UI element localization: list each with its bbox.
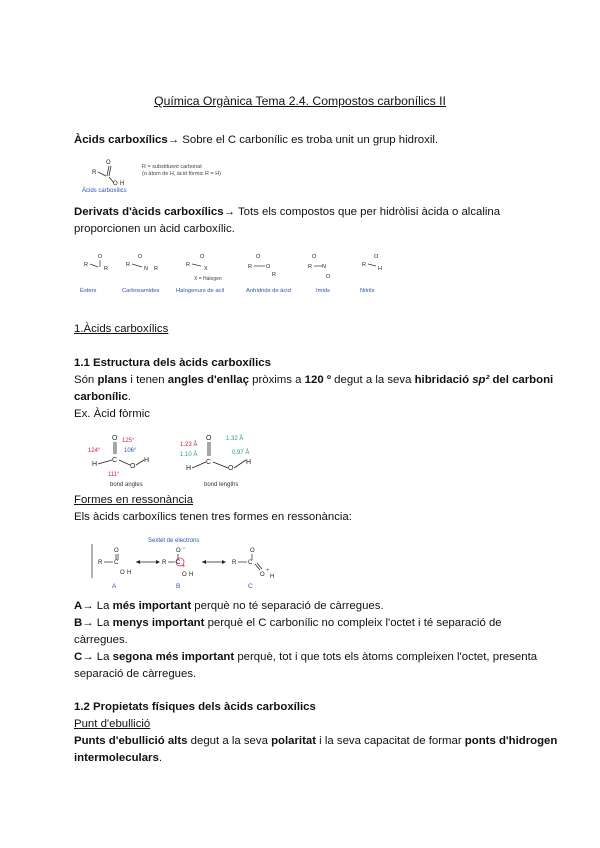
ra-atom-c: C — [114, 560, 119, 566]
rb-plus: + — [182, 564, 186, 570]
derivats-line-1 — [74, 205, 500, 220]
section-1-1-heading — [74, 356, 271, 371]
acid-bond-rc — [98, 172, 106, 176]
formic-c-2: C — [206, 459, 212, 466]
s11-h: hibridació — [414, 374, 470, 386]
resonance-label-b: B — [176, 583, 181, 590]
formic-bond-oh-2 — [234, 460, 246, 468]
angle-125: 125° — [122, 438, 135, 444]
acid-atom-h: H — [120, 181, 125, 187]
formic-o-3: O — [206, 435, 212, 442]
resonance-arrow-1-tail — [136, 560, 140, 564]
imide-atom-o: O — [312, 254, 317, 260]
halide-atom-r: R — [186, 262, 190, 268]
length-123: 1.23 Å — [180, 442, 198, 448]
ra-atom-h: H — [127, 570, 132, 576]
s11-a: Són — [74, 374, 98, 386]
formic-bond-coh — [119, 460, 130, 465]
form-c-letter: C→ — [74, 651, 94, 663]
acid-atom-o: O — [106, 160, 111, 166]
s11-g: degut a la seva — [331, 374, 415, 386]
resonance-arrow-1-head — [156, 560, 160, 564]
boiling-line-2 — [74, 751, 162, 766]
s12-d: polaritat — [271, 735, 317, 747]
s12-period: . — [158, 752, 163, 764]
halide-bond-1 — [192, 264, 201, 266]
section-1-heading: 1.Àcids carboxílics — [74, 323, 169, 335]
caption-esters: Èsters — [80, 288, 97, 294]
s11-f: 120 º — [304, 374, 331, 386]
amide-structure — [126, 254, 158, 272]
rc-atom-r: R — [232, 560, 237, 566]
form-b-text-2: perquè el C carbonílic no compleix l'octet i té separació de — [204, 617, 502, 629]
rb-atom-o: O — [176, 548, 181, 554]
form-b-letter: B→ — [74, 617, 94, 629]
bond-lengths-structure — [180, 435, 251, 488]
form-a-bold: més important — [112, 600, 192, 612]
imide-atom-n: N — [322, 264, 326, 270]
anhydride-atom-o2: O — [266, 264, 271, 270]
acyl-halide-structure — [186, 254, 222, 282]
caption-anhydrides: Anhídrids de àcid — [246, 288, 291, 294]
resonance-arrow-2-head — [222, 560, 226, 564]
boiling-point-heading: Punt d'ebullició — [74, 718, 151, 730]
form-c-text-2: perquè, tot i que tots els àtoms compleixen l'octet, presenta — [234, 651, 538, 663]
nitrile-atom-o: O — [374, 254, 379, 260]
rc-atom-o: O — [250, 548, 255, 554]
formic-o-2: O — [130, 463, 136, 470]
acids-label: Àcids carboxílics→ — [74, 134, 180, 146]
derivats-label: Derivats d'àcids carboxílics→ — [74, 206, 235, 218]
formic-h-4: H — [246, 459, 252, 466]
rc-plus: + — [266, 568, 270, 574]
form-a-letter: A→ — [74, 600, 94, 612]
acid-bond-co2 — [109, 166, 111, 176]
formic-o-4: O — [228, 465, 234, 472]
structure-line-1 — [74, 373, 553, 388]
form-b-line-2: càrregues. — [74, 634, 128, 646]
caption-halides: Halogenurs de acil — [176, 288, 225, 294]
acids-text: Sobre el C carbonílic es troba unit un grup hidroxil. — [179, 134, 439, 146]
anhydride-atom-r2: R — [272, 272, 276, 278]
formic-bond-oh — [136, 460, 144, 465]
ra-atom-oh: O — [120, 570, 125, 576]
acid-atom-oh: O — [113, 181, 118, 187]
nitrile-atom-h: H — [378, 266, 382, 272]
acid-bond-co — [107, 166, 109, 176]
formic-o-1: O — [112, 435, 118, 442]
anhydride-atom-o: O — [256, 254, 261, 260]
formic-bond-hc — [98, 460, 112, 464]
form-c-description — [74, 650, 537, 665]
resonance-text: Els àcids carboxílics tenen tres formes en ressonància: — [74, 511, 352, 523]
imide-structure — [308, 254, 331, 280]
section-1-1-heading-text: 1.1 Estructura dels àcids carboxílics — [74, 357, 271, 369]
s11-c: i tenen — [127, 374, 168, 386]
anhydride-structure — [248, 254, 276, 278]
acid-note-2: (o àtom de H, àcid fòrmic R = H) — [142, 171, 222, 177]
s12-a: Punts d'ebullició — [74, 735, 168, 747]
halide-note: X = Halogen — [194, 276, 222, 282]
formic-c: C — [112, 457, 118, 464]
caption-amides: Carboxamides — [122, 288, 160, 294]
rc-bond-co-1 — [255, 564, 260, 570]
rc-atom-h: H — [270, 574, 275, 580]
example-label: Ex. Àcid fòrmic — [74, 408, 150, 420]
acid-caption: Àcids carboxílics — [82, 188, 127, 194]
formic-acid-figure — [86, 428, 286, 490]
amide-atom-r: R — [126, 262, 130, 268]
resonance-label-a: A — [112, 583, 117, 590]
nitrile-bond-1 — [368, 264, 376, 266]
halide-atom-o: O — [200, 254, 205, 260]
imide-atom-o2: O — [326, 274, 331, 280]
anhydride-atom-r: R — [248, 264, 252, 270]
section-1-2-heading — [74, 700, 316, 715]
caption-nitriles: Nitrils — [360, 288, 375, 294]
s12-b: alts — [167, 735, 188, 747]
structure-line-2 — [74, 390, 131, 405]
acid-atom-r: R — [92, 170, 97, 176]
form-a-description — [74, 599, 384, 614]
resonance-heading: Formes en ressonància — [74, 494, 194, 506]
resonance-arrow-2-tail — [202, 560, 206, 564]
ester-atom-r: R — [84, 262, 88, 268]
caption-imides: Imids — [316, 288, 330, 294]
s11-b: plans — [97, 374, 128, 386]
ester-bond-1 — [90, 264, 98, 267]
s11-i: sp² — [472, 374, 490, 386]
bond-angles-structure — [88, 435, 149, 488]
s11-e: pròxims a — [248, 374, 305, 386]
formic-bond-hc-2 — [192, 462, 206, 468]
amide-atom-n: N — [144, 266, 148, 272]
s12-f: ponts d'hidrogen — [464, 735, 558, 747]
resonance-form-a — [98, 548, 131, 590]
s12-c: degut a la seva — [187, 735, 272, 747]
caption-bond-angles: bond angles — [110, 482, 143, 488]
ester-structure — [84, 254, 108, 272]
ester-atom-r2: R — [104, 266, 108, 272]
formic-h-2: H — [144, 457, 150, 464]
angle-124: 124° — [88, 448, 101, 454]
formic-h-3: H — [186, 465, 192, 472]
derivats-line-2: proporcionen un àcid carboxílic. — [74, 223, 235, 235]
s11-carbonilic: carbonílic — [74, 391, 128, 403]
boiling-line-1 — [74, 734, 557, 749]
angle-106: 106° — [124, 448, 137, 454]
nitrile-structure — [362, 254, 382, 272]
length-110: 1.10 Å — [180, 452, 198, 458]
amide-atom-o: O — [138, 254, 143, 260]
resonance-form-c — [232, 548, 274, 590]
form-b-text-1: La — [93, 617, 113, 629]
s12-e: i la seva capacitat de formar — [316, 735, 465, 747]
angle-111: 111° — [108, 472, 120, 478]
acids-definition — [74, 133, 438, 148]
rb-atom-oh: O — [182, 572, 187, 578]
s11-period: . — [127, 391, 131, 403]
ra-atom-r: R — [98, 560, 103, 566]
sextet-title: Sextet de electrons — [148, 538, 200, 544]
rb-atom-c: C — [176, 560, 181, 566]
form-c-text-1: La — [93, 651, 113, 663]
carboxylic-acid-figure — [76, 154, 296, 196]
rb-atom-h: H — [189, 572, 194, 578]
rc-bond-co-2 — [257, 563, 262, 569]
s12-intermolecular: intermoleculars — [74, 752, 159, 764]
nitrile-atom-r: R — [362, 262, 366, 268]
formic-bond-coh-2 — [213, 462, 228, 468]
page-title: Química Orgànica Tema 2.4. Compostos carbonílics II — [154, 94, 446, 108]
form-a-text-2: perquè no té separació de càrregues. — [191, 600, 384, 612]
derivats-text-1: Tots els compostos que per hidròlisi àcida o alcalina — [235, 206, 501, 218]
rb-atom-r: R — [162, 560, 167, 566]
acid-note-1: R = substituent carbonat — [142, 164, 202, 170]
length-097: 0.97 Å — [232, 450, 250, 456]
amide-bond-1 — [132, 264, 142, 267]
formic-h-1: H — [92, 461, 98, 468]
section-1-2-heading-text: 1.2 Propietats físiques dels àcids carboxílics — [74, 701, 316, 713]
halide-atom-x: X — [204, 266, 208, 272]
rc-atom-c: C — [248, 560, 253, 566]
form-b-description — [74, 616, 502, 631]
caption-bond-lengths: bond lengths — [204, 482, 239, 488]
length-132: 1.32 Å — [226, 436, 244, 442]
rc-atom-oh: O — [260, 572, 265, 578]
resonance-figure — [90, 532, 280, 594]
resonance-form-b — [162, 546, 193, 590]
amide-atom-r2: R — [154, 266, 158, 272]
form-c-line-2: separació de càrregues. — [74, 668, 197, 680]
s11-j: del carboni — [489, 374, 554, 386]
ester-atom-o: O — [98, 254, 103, 260]
ra-atom-o: O — [114, 548, 119, 554]
form-b-bold: menys important — [112, 617, 205, 629]
s11-d: angles d'enllaç — [167, 374, 249, 386]
derivatives-figure — [76, 240, 406, 296]
imide-atom-r: R — [308, 264, 312, 270]
form-a-text-1: La — [93, 600, 113, 612]
rb-minus: − — [182, 546, 186, 552]
resonance-label-c: C — [248, 583, 253, 590]
form-c-bold: segona més important — [112, 651, 235, 663]
